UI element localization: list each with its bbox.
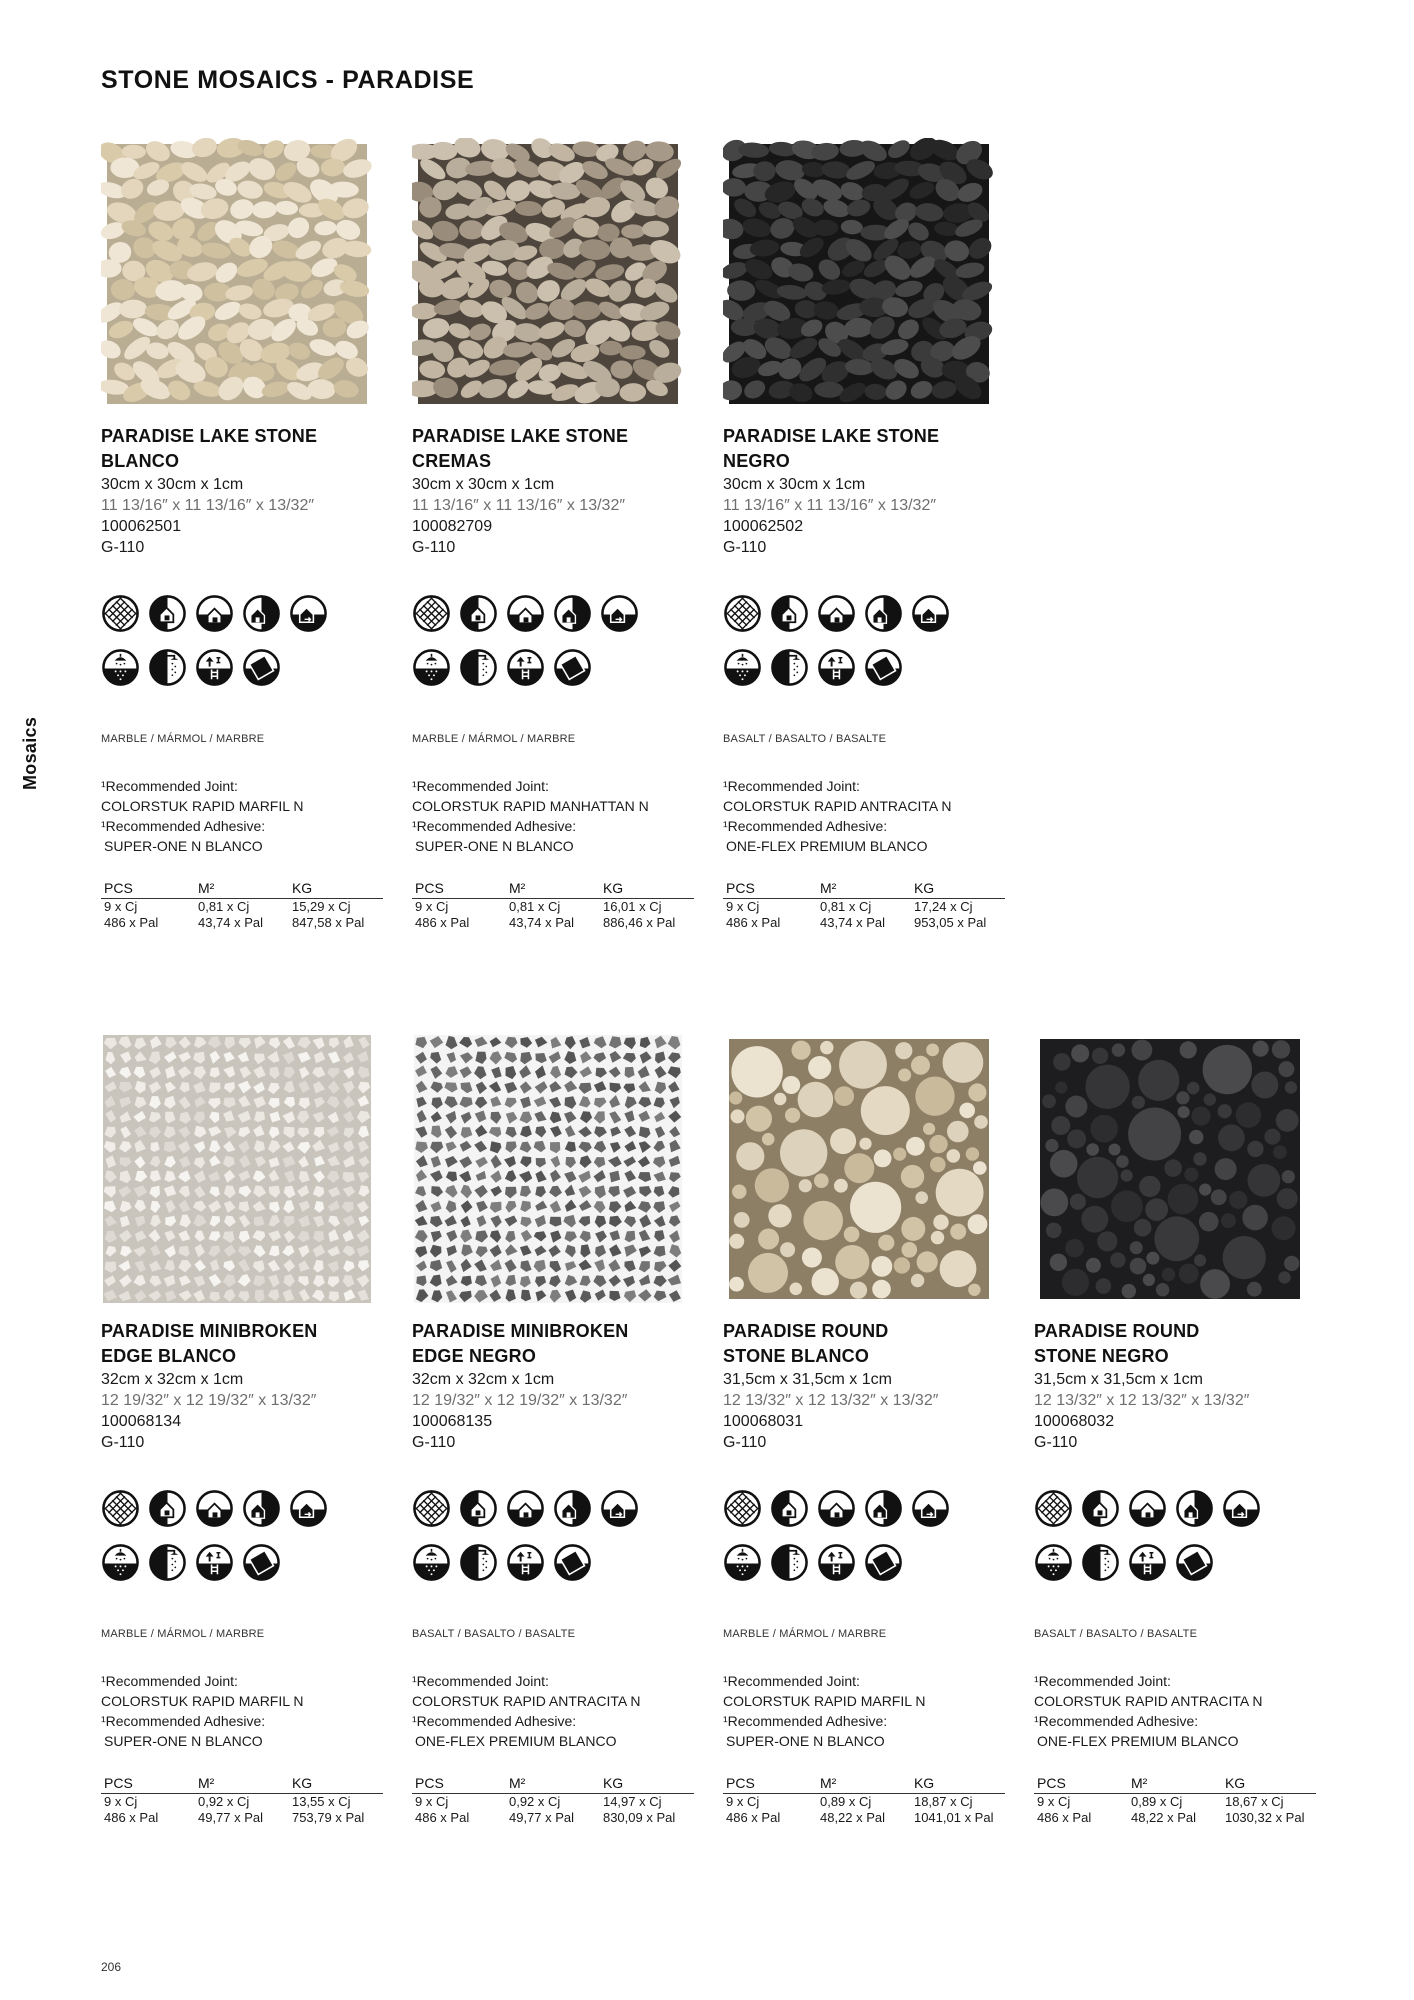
product-group: G-110 <box>723 1434 767 1451</box>
adhesive-value: SUPER-ONE N BLANCO <box>415 838 574 854</box>
product-group: G-110 <box>723 539 767 556</box>
floor-exterior-icon <box>911 1489 950 1528</box>
product-name <box>412 424 694 474</box>
wall-exterior-icon <box>1175 1489 1214 1528</box>
m2-box: 0,81 x Cj <box>197 899 250 914</box>
floor-interior-icon <box>817 594 856 633</box>
shower-wall-icon <box>770 648 809 687</box>
joint-value: COLORSTUK RAPID MANHATTAN N <box>412 798 649 814</box>
slip-resistance-icon <box>864 648 903 687</box>
product-swatch-image <box>101 1033 383 1305</box>
wall-interior-icon <box>148 594 187 633</box>
kg-pallet: 886,46 x Pal <box>602 915 676 930</box>
size-metric: 30cm x 30cm x 1cm <box>412 476 555 493</box>
shower-icon <box>101 1543 140 1582</box>
adhesive-value: SUPER-ONE N BLANCO <box>726 1733 885 1749</box>
high-traffic-icon <box>506 1543 545 1582</box>
usage-icons-row <box>101 1543 383 1582</box>
pcs-box: 9 x Cj <box>104 1794 138 1809</box>
joint-value: COLORSTUK RAPID MARFIL N <box>101 798 304 814</box>
header-m2: M² <box>508 880 526 896</box>
m2-box: 0,89 x Cj <box>819 1794 872 1809</box>
adhesive-label: ¹Recommended Adhesive: <box>1034 1713 1199 1729</box>
product-code: 100082709 <box>412 518 493 535</box>
floor-exterior-icon <box>911 594 950 633</box>
header-kg: KG <box>913 880 935 896</box>
material-label: BASALT / BASALTO / BASALTE <box>1034 1628 1198 1640</box>
product-name <box>412 1319 694 1369</box>
size-metric: 32cm x 32cm x 1cm <box>412 1371 555 1388</box>
product-group: G-110 <box>412 539 456 556</box>
joint-label: ¹Recommended Joint: <box>101 1673 238 1689</box>
shower-icon <box>101 648 140 687</box>
wall-exterior-icon <box>553 594 592 633</box>
product-name-line: PARADISE LAKE STONE CREMAS <box>412 426 629 471</box>
product-name-line: STONE BLANCO <box>723 1346 870 1366</box>
pcs-pallet: 486 x Pal <box>104 1810 159 1825</box>
recommendations <box>412 1671 694 1751</box>
adhesive-label: ¹Recommended Adhesive: <box>723 1713 888 1729</box>
packaging-row-box <box>412 899 694 915</box>
adhesive-label: ¹Recommended Adhesive: <box>101 818 266 834</box>
pcs-pallet: 486 x Pal <box>726 915 781 930</box>
packaging-table <box>412 1775 694 1826</box>
usage-icons-row <box>412 594 694 633</box>
size-imperial: 12 19/32″ x 12 19/32″ x 13/32″ <box>412 1392 628 1409</box>
m2-pallet: 49,77 x Pal <box>197 1810 264 1825</box>
floor-exterior-icon <box>600 594 639 633</box>
pcs-box: 9 x Cj <box>726 899 760 914</box>
product-name-line: EDGE NEGRO <box>412 1346 537 1366</box>
pcs-pallet: 486 x Pal <box>726 1810 781 1825</box>
joint-label: ¹Recommended Joint: <box>723 778 860 794</box>
kg-pallet: 753,79 x Pal <box>291 1810 365 1825</box>
product-card <box>101 1033 383 1826</box>
wall-exterior-icon <box>553 1489 592 1528</box>
joint-label: ¹Recommended Joint: <box>723 1673 860 1689</box>
size-metric: 31,5cm x 31,5cm x 1cm <box>723 1371 892 1388</box>
floor-interior-icon <box>195 1489 234 1528</box>
mesh-backed-icon <box>101 594 140 633</box>
shower-icon <box>1034 1543 1073 1582</box>
section-side-label: Mosaics <box>20 716 40 790</box>
m2-pallet: 43,74 x Pal <box>197 915 264 930</box>
packaging-table-header <box>412 1775 694 1794</box>
floor-exterior-icon <box>1222 1489 1261 1528</box>
kg-pallet: 830,09 x Pal <box>602 1810 676 1825</box>
shower-icon <box>412 648 451 687</box>
material-label: MARBLE / MÁRMOL / MARBRE <box>412 733 576 745</box>
floor-interior-icon <box>506 1489 545 1528</box>
joint-label: ¹Recommended Joint: <box>101 778 238 794</box>
shower-icon <box>723 1543 762 1582</box>
header-pcs: PCS <box>415 880 444 896</box>
wall-interior-icon <box>459 594 498 633</box>
usage-icons-row <box>723 594 1005 633</box>
wall-exterior-icon <box>242 1489 281 1528</box>
size-imperial: 12 13/32″ x 12 13/32″ x 13/32″ <box>723 1392 939 1409</box>
packaging-table-header <box>723 880 1005 899</box>
product-card <box>412 138 694 931</box>
product-name <box>1034 1319 1316 1369</box>
pcs-pallet: 486 x Pal <box>415 1810 470 1825</box>
joint-value: COLORSTUK RAPID ANTRACITA N <box>723 798 952 814</box>
joint-value: COLORSTUK RAPID MARFIL N <box>101 1693 304 1709</box>
shower-wall-icon <box>1081 1543 1120 1582</box>
recommendations <box>101 1671 383 1751</box>
product-name <box>101 424 383 474</box>
floor-exterior-icon <box>289 594 328 633</box>
slip-resistance-icon <box>1175 1543 1214 1582</box>
material-label: MARBLE / MÁRMOL / MARBRE <box>101 1628 265 1640</box>
floor-interior-icon <box>195 594 234 633</box>
pcs-pallet: 486 x Pal <box>1037 1810 1092 1825</box>
header-kg: KG <box>602 1775 624 1791</box>
m2-box: 0,81 x Cj <box>819 899 872 914</box>
recommendations <box>1034 1671 1316 1751</box>
usage-icons-row <box>723 1543 1005 1582</box>
adhesive-label: ¹Recommended Adhesive: <box>723 818 888 834</box>
header-m2: M² <box>1130 1775 1148 1791</box>
product-swatch-image <box>723 138 1005 410</box>
pcs-box: 9 x Cj <box>415 1794 449 1809</box>
product-card <box>412 1033 694 1826</box>
m2-box: 0,81 x Cj <box>508 899 561 914</box>
product-card <box>723 1033 1005 1826</box>
size-imperial: 11 13/16″ x 11 13/16″ x 13/32″ <box>101 497 314 514</box>
shower-wall-icon <box>770 1543 809 1582</box>
kg-box: 14,97 x Cj <box>602 1794 662 1809</box>
packaging-row-pallet <box>1034 1810 1316 1826</box>
m2-box: 0,92 x Cj <box>197 1794 250 1809</box>
product-name-line: EDGE BLANCO <box>101 1346 237 1366</box>
size-metric: 31,5cm x 31,5cm x 1cm <box>1034 1371 1203 1388</box>
pcs-box: 9 x Cj <box>415 899 449 914</box>
slip-resistance-icon <box>864 1543 903 1582</box>
packaging-row-pallet <box>723 915 1005 931</box>
adhesive-value: SUPER-ONE N BLANCO <box>104 838 263 854</box>
kg-pallet: 1030,32 x Pal <box>1224 1810 1305 1825</box>
shower-wall-icon <box>148 1543 187 1582</box>
mesh-backed-icon <box>412 1489 451 1528</box>
pcs-pallet: 486 x Pal <box>415 915 470 930</box>
recommendations <box>101 776 383 856</box>
packaging-table-header <box>101 1775 383 1794</box>
product-group: G-110 <box>101 539 145 556</box>
mesh-backed-icon <box>412 594 451 633</box>
recommendations <box>723 776 1005 856</box>
usage-icons-row <box>101 594 383 633</box>
product-group: G-110 <box>1034 1434 1078 1451</box>
mesh-backed-icon <box>723 1489 762 1528</box>
header-pcs: PCS <box>1037 1775 1066 1791</box>
kg-pallet: 1041,01 x Pal <box>913 1810 994 1825</box>
size-metric: 32cm x 32cm x 1cm <box>101 1371 244 1388</box>
packaging-table <box>101 880 383 931</box>
packaging-row-pallet <box>101 1810 383 1826</box>
product-card <box>101 138 383 931</box>
m2-pallet: 48,22 x Pal <box>1130 1810 1197 1825</box>
joint-label: ¹Recommended Joint: <box>412 1673 549 1689</box>
pcs-box: 9 x Cj <box>1037 1794 1071 1809</box>
wall-exterior-icon <box>242 594 281 633</box>
kg-box: 18,87 x Cj <box>913 1794 973 1809</box>
product-name <box>723 1319 1005 1369</box>
adhesive-value: ONE-FLEX PREMIUM BLANCO <box>415 1733 617 1749</box>
packaging-row-box <box>723 1794 1005 1810</box>
usage-icons-row <box>412 1543 694 1582</box>
product-card <box>1034 1033 1316 1826</box>
header-pcs: PCS <box>726 1775 755 1791</box>
packaging-table <box>723 880 1005 931</box>
slip-resistance-icon <box>553 1543 592 1582</box>
page-title: STONE MOSAICS - PARADISE <box>101 66 475 94</box>
kg-box: 16,01 x Cj <box>602 899 662 914</box>
high-traffic-icon <box>195 1543 234 1582</box>
pcs-box: 9 x Cj <box>104 899 138 914</box>
header-m2: M² <box>197 1775 215 1791</box>
product-code: 100068031 <box>723 1413 804 1430</box>
header-kg: KG <box>913 1775 935 1791</box>
slip-resistance-icon <box>242 1543 281 1582</box>
m2-pallet: 43,74 x Pal <box>508 915 575 930</box>
m2-pallet: 43,74 x Pal <box>819 915 886 930</box>
floor-exterior-icon <box>600 1489 639 1528</box>
packaging-table-header <box>1034 1775 1316 1794</box>
header-pcs: PCS <box>726 880 755 896</box>
size-imperial: 11 13/16″ x 11 13/16″ x 13/32″ <box>723 497 936 514</box>
material-label: MARBLE / MÁRMOL / MARBRE <box>723 1628 887 1640</box>
adhesive-value: SUPER-ONE N BLANCO <box>104 1733 263 1749</box>
header-m2: M² <box>819 1775 837 1791</box>
adhesive-value: ONE-FLEX PREMIUM BLANCO <box>1037 1733 1239 1749</box>
shower-icon <box>723 648 762 687</box>
packaging-table <box>723 1775 1005 1826</box>
floor-exterior-icon <box>289 1489 328 1528</box>
packaging-table <box>101 1775 383 1826</box>
recommendations <box>723 1671 1005 1751</box>
kg-box: 18,67 x Cj <box>1224 1794 1284 1809</box>
product-name-line: PARADISE LAKE STONE NEGRO <box>723 426 940 471</box>
mesh-backed-icon <box>1034 1489 1073 1528</box>
material-label: BASALT / BASALTO / BASALTE <box>412 1628 576 1640</box>
packaging-row-box <box>101 899 383 915</box>
product-name <box>723 424 1005 474</box>
material-label: BASALT / BASALTO / BASALTE <box>723 733 887 745</box>
size-imperial: 12 19/32″ x 12 19/32″ x 13/32″ <box>101 1392 317 1409</box>
product-swatch-image <box>412 138 694 410</box>
header-m2: M² <box>819 880 837 896</box>
product-swatch-image <box>412 1033 694 1305</box>
product-code: 100068134 <box>101 1413 182 1430</box>
product-swatch-image <box>1034 1033 1316 1305</box>
high-traffic-icon <box>817 1543 856 1582</box>
shower-wall-icon <box>148 648 187 687</box>
header-kg: KG <box>1224 1775 1246 1791</box>
product-code: 100068032 <box>1034 1413 1115 1430</box>
m2-pallet: 49,77 x Pal <box>508 1810 575 1825</box>
joint-value: COLORSTUK RAPID ANTRACITA N <box>1034 1693 1263 1709</box>
high-traffic-icon <box>195 648 234 687</box>
kg-pallet: 847,58 x Pal <box>291 915 365 930</box>
packaging-row-pallet <box>412 1810 694 1826</box>
usage-icons-row <box>101 1489 383 1528</box>
header-kg: KG <box>602 880 624 896</box>
slip-resistance-icon <box>242 648 281 687</box>
usage-icons-row <box>1034 1543 1316 1582</box>
header-pcs: PCS <box>104 1775 133 1791</box>
joint-value: COLORSTUK RAPID MARFIL N <box>723 1693 926 1709</box>
packaging-table <box>1034 1775 1316 1826</box>
recommendations <box>412 776 694 856</box>
packaging-row-pallet <box>723 1810 1005 1826</box>
joint-value: COLORSTUK RAPID ANTRACITA N <box>412 1693 641 1709</box>
product-name-line: PARADISE ROUND <box>723 1321 889 1341</box>
header-pcs: PCS <box>104 880 133 896</box>
usage-icons-row <box>412 1489 694 1528</box>
header-kg: KG <box>291 1775 313 1791</box>
kg-box: 17,24 x Cj <box>913 899 973 914</box>
material-label: MARBLE / MÁRMOL / MARBRE <box>101 733 265 745</box>
packaging-row-box <box>723 899 1005 915</box>
m2-pallet: 48,22 x Pal <box>819 1810 886 1825</box>
wall-exterior-icon <box>864 1489 903 1528</box>
high-traffic-icon <box>817 648 856 687</box>
usage-icons-row <box>101 648 383 687</box>
page-number: 206 <box>101 1960 122 1974</box>
packaging-table-header <box>412 880 694 899</box>
floor-interior-icon <box>506 594 545 633</box>
header-pcs: PCS <box>415 1775 444 1791</box>
product-code: 100062501 <box>101 518 182 535</box>
usage-icons-row <box>1034 1489 1316 1528</box>
product-card <box>723 138 1005 931</box>
shower-wall-icon <box>459 1543 498 1582</box>
adhesive-label: ¹Recommended Adhesive: <box>412 1713 577 1729</box>
product-swatch-image <box>723 1033 1005 1305</box>
header-m2: M² <box>508 1775 526 1791</box>
mesh-backed-icon <box>723 594 762 633</box>
wall-interior-icon <box>770 1489 809 1528</box>
floor-interior-icon <box>1128 1489 1167 1528</box>
size-metric: 30cm x 30cm x 1cm <box>101 476 244 493</box>
mesh-backed-icon <box>101 1489 140 1528</box>
size-imperial: 12 13/32″ x 12 13/32″ x 13/32″ <box>1034 1392 1250 1409</box>
shower-wall-icon <box>459 648 498 687</box>
high-traffic-icon <box>1128 1543 1167 1582</box>
wall-interior-icon <box>1081 1489 1120 1528</box>
joint-label: ¹Recommended Joint: <box>1034 1673 1171 1689</box>
usage-icons-row <box>412 648 694 687</box>
header-m2: M² <box>197 880 215 896</box>
product-group: G-110 <box>412 1434 456 1451</box>
joint-label: ¹Recommended Joint: <box>412 778 549 794</box>
adhesive-value: ONE-FLEX PREMIUM BLANCO <box>726 838 928 854</box>
product-name-line: PARADISE MINIBROKEN <box>412 1321 629 1341</box>
product-name <box>101 1319 383 1369</box>
product-swatch-image <box>101 138 383 410</box>
slip-resistance-icon <box>553 648 592 687</box>
packaging-row-box <box>1034 1794 1316 1810</box>
pcs-box: 9 x Cj <box>726 1794 760 1809</box>
size-metric: 30cm x 30cm x 1cm <box>723 476 866 493</box>
product-name-line: STONE NEGRO <box>1034 1346 1169 1366</box>
adhesive-label: ¹Recommended Adhesive: <box>101 1713 266 1729</box>
product-name-line: PARADISE ROUND <box>1034 1321 1200 1341</box>
product-code: 100068135 <box>412 1413 493 1430</box>
high-traffic-icon <box>506 648 545 687</box>
usage-icons-row <box>723 1489 1005 1528</box>
usage-icons-row <box>723 648 1005 687</box>
packaging-row-pallet <box>101 915 383 931</box>
pcs-pallet: 486 x Pal <box>104 915 159 930</box>
size-imperial: 11 13/16″ x 11 13/16″ x 13/32″ <box>412 497 625 514</box>
product-code: 100062502 <box>723 518 804 535</box>
packaging-row-box <box>412 1794 694 1810</box>
product-group: G-110 <box>101 1434 145 1451</box>
packaging-table <box>412 880 694 931</box>
kg-box: 15,29 x Cj <box>291 899 351 914</box>
adhesive-label: ¹Recommended Adhesive: <box>412 818 577 834</box>
kg-pallet: 953,05 x Pal <box>913 915 987 930</box>
packaging-row-box <box>101 1794 383 1810</box>
packaging-row-pallet <box>412 915 694 931</box>
packaging-table-header <box>723 1775 1005 1794</box>
packaging-table-header <box>101 880 383 899</box>
m2-box: 0,92 x Cj <box>508 1794 561 1809</box>
wall-interior-icon <box>148 1489 187 1528</box>
floor-interior-icon <box>817 1489 856 1528</box>
product-name-line: PARADISE MINIBROKEN <box>101 1321 318 1341</box>
wall-interior-icon <box>770 594 809 633</box>
wall-exterior-icon <box>864 594 903 633</box>
product-name-line: PARADISE LAKE STONE BLANCO <box>101 426 318 471</box>
kg-box: 13,55 x Cj <box>291 1794 351 1809</box>
header-kg: KG <box>291 880 313 896</box>
wall-interior-icon <box>459 1489 498 1528</box>
m2-box: 0,89 x Cj <box>1130 1794 1183 1809</box>
shower-icon <box>412 1543 451 1582</box>
